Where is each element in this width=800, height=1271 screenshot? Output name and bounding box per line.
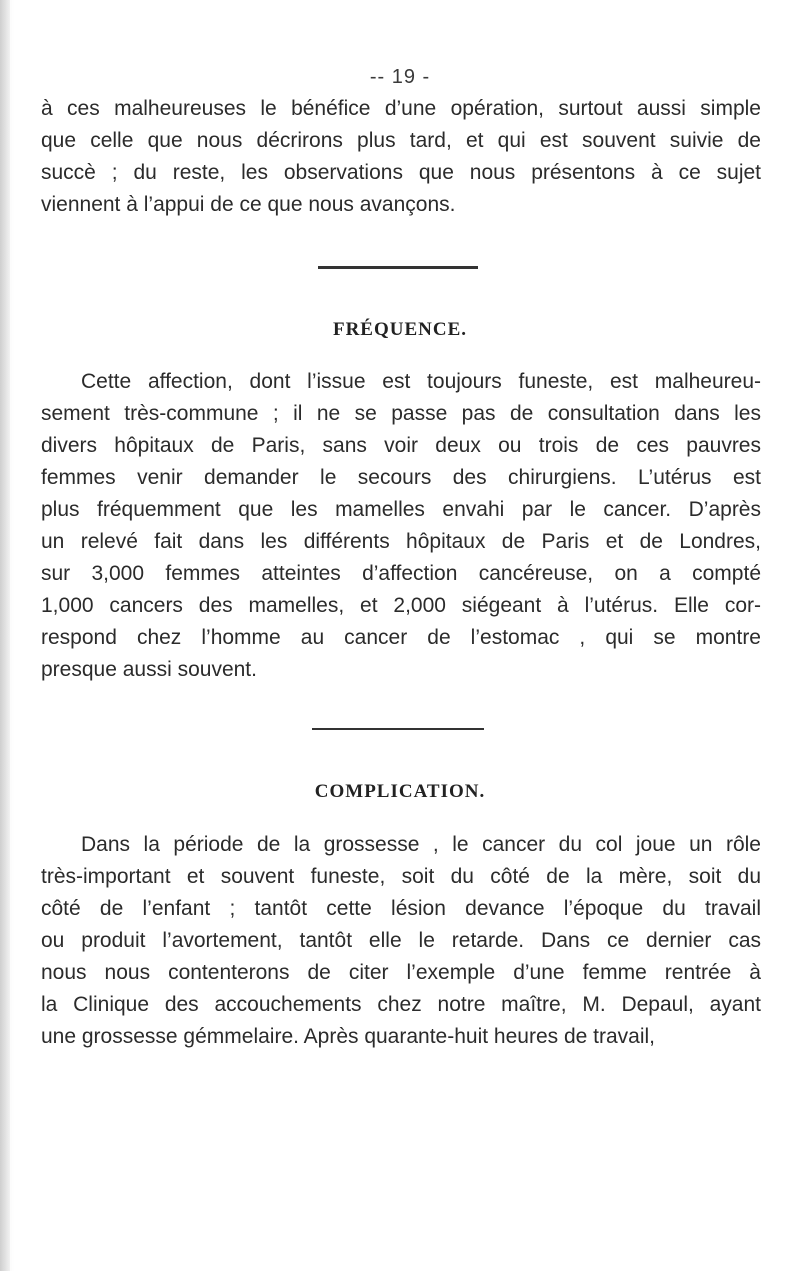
text-line: côté de l’enfant ; tantôt cette lésion devance l’époque du travail bbox=[41, 897, 761, 920]
text-line: divers hôpitaux de Paris, sans voir deux ou trois de ces pauvres bbox=[41, 434, 761, 457]
text-line: Dans la période de la grossesse , le cancer du col joue un rôle bbox=[81, 833, 761, 856]
text-line: très-important et souvent funeste, soit du côté de la mère, soit du bbox=[41, 865, 761, 888]
text-line: Cette affection, dont l’issue est toujours funeste, est malheureu- bbox=[81, 370, 761, 393]
text-line: plus fréquemment que les mamelles envahi par le cancer. D’après bbox=[41, 498, 761, 521]
text-line: sur 3,000 femmes atteintes d’affection cancéreuse, on a compté bbox=[41, 562, 761, 585]
section-divider bbox=[318, 266, 478, 269]
text-line: ou produit l’avortement, tantôt elle le retarde. Dans ce dernier cas bbox=[41, 929, 761, 952]
intro-paragraph bbox=[41, 93, 761, 221]
frequence-paragraph bbox=[41, 366, 761, 686]
text-line: respond chez l’homme au cancer de l’estomac , qui se montre bbox=[41, 626, 761, 649]
text-line: presque aussi souvent. bbox=[41, 658, 257, 681]
text-line: viennent à l’appui de ce que nous avançons. bbox=[41, 193, 456, 216]
text-line: succè ; du reste, les observations que nous présentons à ce sujet bbox=[41, 161, 761, 184]
text-line: une grossesse gémmelaire. Après quarante-huit heures de travail, bbox=[41, 1025, 656, 1048]
text-line: sement très-commune ; il ne se passe pas de consultation dans les bbox=[41, 402, 761, 425]
text-line: femmes venir demander le secours des chirurgiens. L’utérus est bbox=[41, 466, 761, 489]
heading-frequence: FRÉQUENCE. bbox=[332, 319, 468, 340]
page-number: -- 19 - bbox=[369, 66, 431, 88]
text-line: 1,000 cancers des mamelles, et 2,000 siégeant à l’utérus. Elle cor- bbox=[41, 594, 761, 617]
binding-gutter bbox=[0, 0, 10, 1271]
section-divider bbox=[312, 728, 484, 730]
heading-complication: COMPLICATION. bbox=[314, 781, 486, 802]
text-line: que celle que nous décrirons plus tard, et qui est souvent suivie de bbox=[41, 129, 761, 152]
text-line: la Clinique des accouchements chez notre maître, M. Depaul, ayant bbox=[41, 993, 761, 1016]
text-line: à ces malheureuses le bénéfice d’une opération, surtout aussi simple bbox=[41, 97, 761, 120]
text-line: nous nous contenterons de citer l’exemple d’une femme rentrée à bbox=[41, 961, 761, 984]
text-line: un relevé fait dans les différents hôpitaux de Paris et de Londres, bbox=[41, 530, 761, 553]
complication-paragraph bbox=[41, 829, 761, 1053]
